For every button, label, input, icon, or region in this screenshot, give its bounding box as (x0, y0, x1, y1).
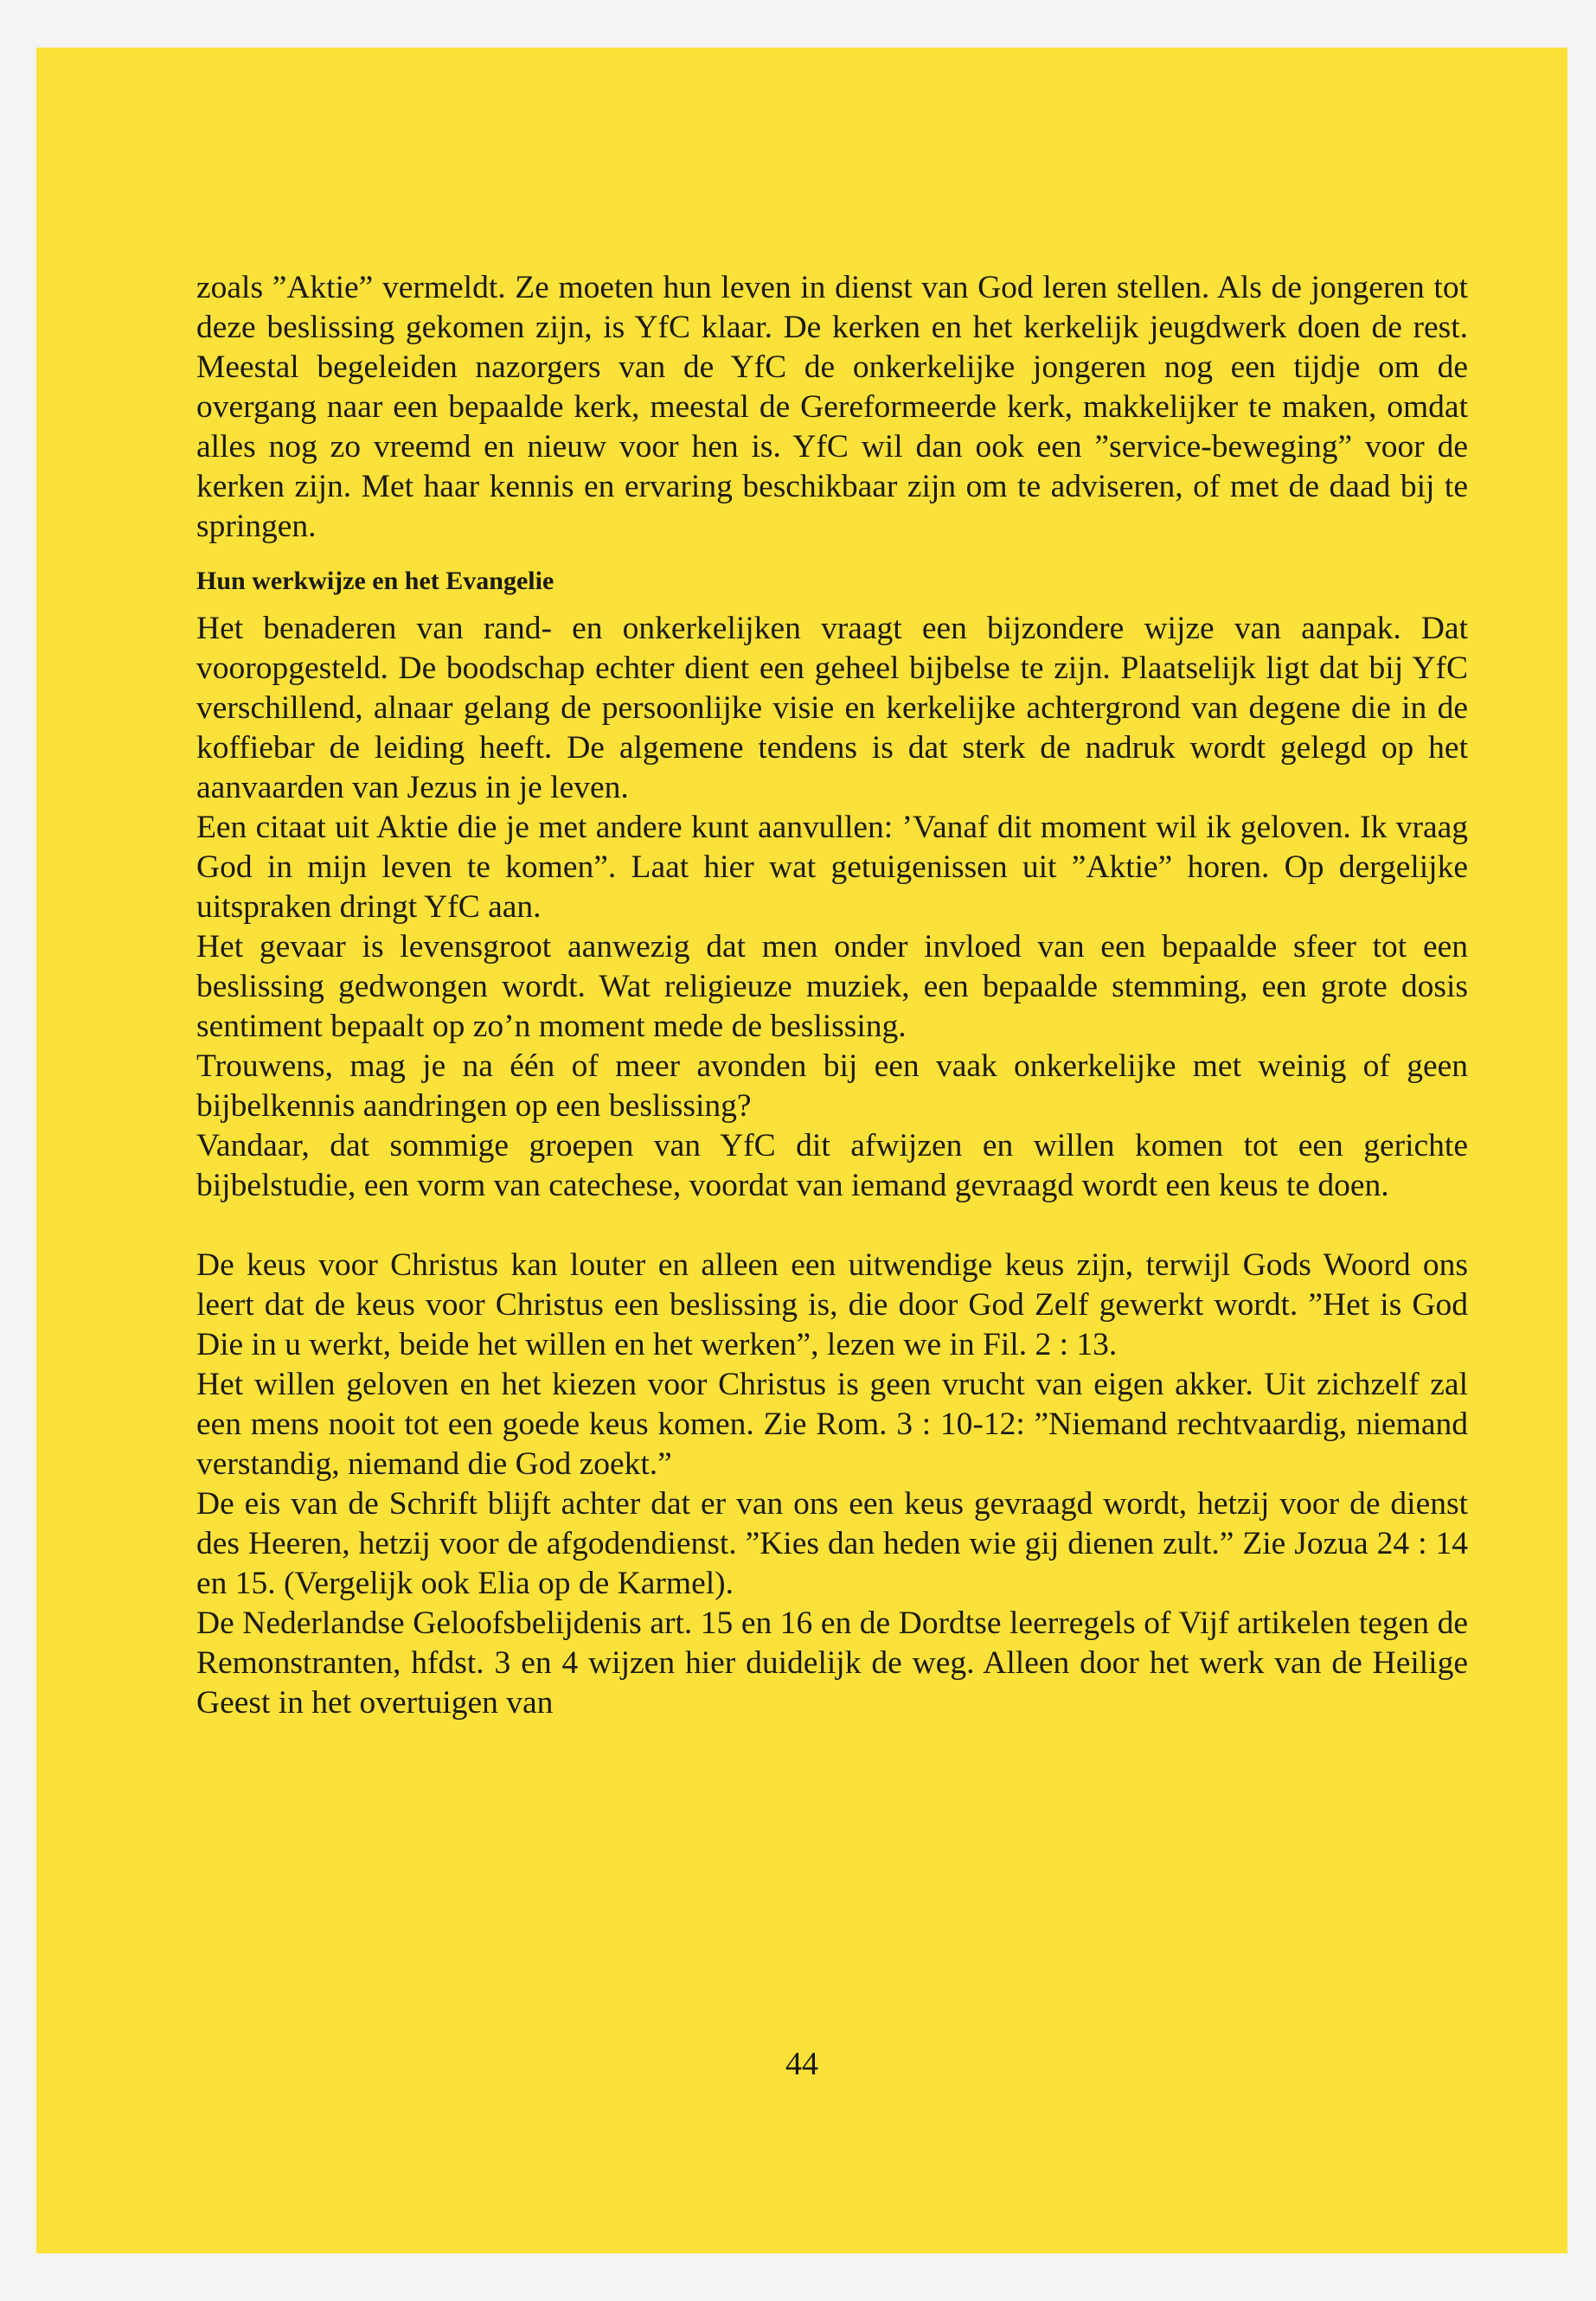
paragraph: De eis van de Schrift blijft achter dat er van ons een keus gevraagd wordt, hetzij voor de dienst des Heeren, hetzij voor de afgodendienst. ”Kies dan heden wie gij dienen zult.” Zie Jozua 24 : 14 en 15. (Vergelijk ook Elia op de Karmel). (196, 1486, 1468, 1601)
paragraph: Het gevaar is levensgroot aanwezig dat men onder invloed van een bepaalde sfeer tot een beslissing gedwongen wordt. Wat religieuze muziek, een bepaalde stemming, een grote dosis sentiment bepaalt op zo’n moment mede de beslissing. (196, 929, 1468, 1044)
page-number: 44 (785, 2046, 818, 2082)
paragraph: Het willen geloven en het kiezen voor Christus is geen vrucht van eigen akker. Uit zichzelf zal een mens nooit tot een goede keus komen. Zie Rom. 3 : 10-12: ”Niemand rechtvaardig, niemand verstandig, niemand die God zoekt.” (196, 1367, 1468, 1482)
paragraph-gap (196, 1206, 1468, 1246)
page-body (196, 268, 1468, 1723)
paragraph: zoals ”Aktie” vermeldt. Ze moeten hun leven in dienst van God leren stellen. Als de jongeren tot deze beslissing gekomen zijn, is YfC klaar. De kerken en het kerkelijk jeugdwerk doen de rest. Meestal begeleiden nazorgers van de YfC de onkerkelijke jongeren nog een tijdje om de overgang naar een bepaalde kerk, meestal de Gereformeerde kerk, makkelijker te maken, omdat alles nog zo vreemd en nieuw voor hen is. YfC wil dan ook een ”service-beweging” voor de kerken zijn. Met haar kennis en ervaring beschikbaar zijn om te adviseren, of met de daad bij te springen. (196, 270, 1468, 544)
paragraph: Vandaar, dat sommige groepen van YfC dit afwijzen en willen komen tot een gerichte bijbelstudie, een vorm van catechese, voordat van iemand gevraagd wordt een keus te doen. (196, 1128, 1468, 1203)
paragraph: Trouwens, mag je na één of meer avonden bij een vaak onkerkelijke met weinig of geen bijbelkennis aandringen op een beslissing? (196, 1048, 1468, 1124)
paragraph: De keus voor Christus kan louter en alleen een uitwendige keus zijn, terwijl Gods Woord ons leert dat de keus voor Christus een beslissing is, die door God Zelf gewerkt wordt. ”Het is God Die in u werkt, beide het willen en het werken”, lezen we in Fil. 2 : 13. (196, 1247, 1468, 1362)
paragraph: Een citaat uit Aktie die je met andere kunt aanvullen: ’Vanaf dit moment wil ik geloven. Ik vraag God in mijn leven te komen”. Laat hier wat getuigenissen uit ”Aktie” horen. Op dergelijke uitspraken dringt YfC aan. (196, 810, 1468, 925)
paragraph: De Nederlandse Geloofsbelijdenis art. 15 en 16 en de Dordtse leerregels of Vijf artikelen tegen de Remonstranten, hfdst. 3 en 4 wijzen hier duidelijk de weg. Alleen door het werk van de Heilige Geest in het overtuigen van (196, 1606, 1468, 1721)
section-heading: Hun werkwijze en het Evangelie (196, 567, 554, 595)
paragraph: Het benaderen van rand- en onkerkelijken vraagt een bijzondere wijze van aanpak. Dat vooropgesteld. De boodschap echter dient een geheel bijbelse te zijn. Plaatselijk ligt dat bij YfC verschillend, alnaar gelang de persoonlijke visie en kerkelijke achtergrond van degene die in de koffiebar de leiding heeft. De algemene tendens is dat sterk de nadruk wordt gelegd op het aanvaarden van Jezus in je leven. (196, 611, 1468, 805)
document-page (36, 48, 1567, 2253)
